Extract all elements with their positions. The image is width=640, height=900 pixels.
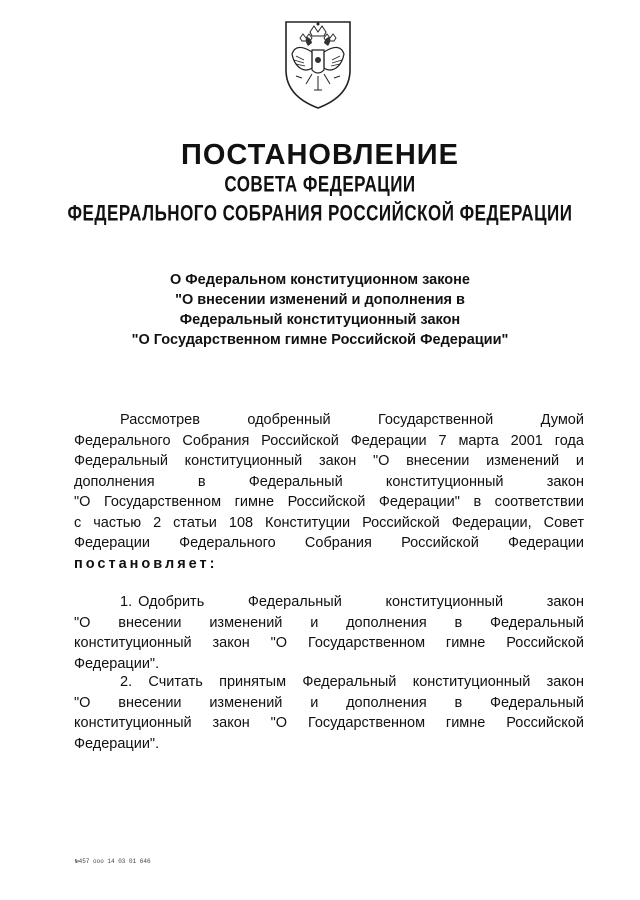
word: конституционный [412,674,531,690]
word: дополнения [346,614,427,631]
word: "О [74,694,91,711]
word: конституционный [385,473,504,490]
word: одобренный [247,412,331,428]
text-line [74,672,584,693]
word: Федерации" [378,494,460,510]
word: закон [546,473,584,490]
word: в [454,614,463,631]
word: Российской [287,494,366,510]
document-registration-code: №457 ооо 14 03 01 646 [75,858,151,865]
word: дополнения [346,694,427,711]
word: "О [74,614,91,631]
preamble-paragraph [74,410,584,574]
word: Федеральный [302,674,397,690]
word: Конституции [265,514,351,531]
text-line [74,734,584,755]
text-line [74,410,584,431]
text-line [74,592,584,613]
word: конституционный [385,594,504,610]
word: Российской [261,432,339,449]
word: "О [372,453,390,469]
word: 2001 [510,432,543,449]
word: Рассмотрев [120,412,200,428]
russian-coat-of-arms-icon [272,18,364,110]
word: "О [74,494,91,510]
word: в [454,694,463,711]
word: внесении [406,453,470,469]
word: 7 [438,432,447,449]
word: "О [270,715,288,731]
word: закон [212,715,250,731]
text-line [74,431,584,452]
word: дополнения [74,473,155,490]
word: принятым [219,674,287,690]
word: Федерального [74,432,171,449]
word: Государственном [307,715,426,731]
word: Одобрить [138,594,205,610]
word: закон [546,674,584,690]
word: Российской [506,635,584,651]
word: гимне [445,715,486,731]
word: и [575,453,584,469]
word: Российской [362,514,440,531]
text-line [74,472,584,493]
text-line [74,713,584,734]
word: "О [270,635,288,651]
word: в [473,494,482,510]
word: в [197,473,206,490]
word: гимне [445,635,486,651]
word: марта [458,432,499,449]
word: Федерации [508,535,584,551]
word: Федерального [179,535,276,551]
word: изменений [209,614,283,631]
word: конституционный [74,715,192,731]
word: Государственной [377,412,494,428]
word: Федеральный [247,594,342,610]
word: изменений [486,453,560,469]
word: с [74,514,82,531]
word: статьи [173,514,217,531]
text-line [74,513,584,534]
resolution-item-2 [74,672,584,754]
word: года [554,432,584,449]
word: Совет [543,514,584,531]
word: и [310,614,319,631]
subject-line: "О внесении изменений и дополнения в [175,292,465,308]
word: соответствии [494,494,584,510]
text-line [74,633,584,654]
text-line [74,554,584,575]
text-line [74,533,584,554]
issuer-line-2: ФЕДЕРАЛЬНОГО СОБРАНИЯ РОССИЙСКОЙ ФЕДЕРАЦИИ [67,201,573,226]
word: Федеральный [74,453,168,469]
word: Российской [401,535,479,551]
word: Считать [148,674,203,690]
word: Государственном [103,494,222,510]
word: 1. [120,594,133,610]
text-line [74,451,584,472]
subject-line: "О Государственном гимне Российской Федерации" [131,332,509,348]
word: Российской [506,715,584,731]
word: и [310,694,319,711]
word: Думой [540,412,584,428]
word: изменений [209,694,283,711]
word: Федерации". [74,655,160,672]
word: 108 [228,514,254,531]
resolution-item-1 [74,592,584,674]
word: Федеральный [490,694,584,711]
text-line [74,613,584,634]
word: конституционный [74,635,192,651]
text-line [74,492,584,513]
word: Федеральный [248,473,343,490]
word: закон [212,635,250,651]
word: конституционный [184,453,303,469]
word: гимне [234,494,275,510]
word: внесении [118,694,182,711]
word: Государственном [307,635,426,651]
word: Федеральный [490,614,584,631]
word: Собрания [182,432,250,449]
word: частью [93,514,142,531]
word: закон [546,594,584,610]
word: Собрания [304,535,372,551]
decision-word: постановляет: [74,555,218,572]
document-title: ПОСТАНОВЛЕНИЕ [181,139,459,171]
word: внесении [118,614,182,631]
word: Федерации". [74,735,160,752]
text-line [74,693,584,714]
word: 2 [153,514,162,531]
word: закон [318,453,357,469]
subject-line: Федеральный конституционный закон [179,312,461,328]
document-subject [0,270,640,350]
text-line [74,654,584,675]
word: Федерации, [451,514,532,531]
word: 2. [120,674,133,690]
word: Федерации [350,432,427,449]
issuer-line-1: СОВЕТА ФЕДЕРАЦИИ [224,172,416,197]
subject-line: О Федеральном конституционном законе [170,272,470,288]
word: Федерации [74,535,150,551]
